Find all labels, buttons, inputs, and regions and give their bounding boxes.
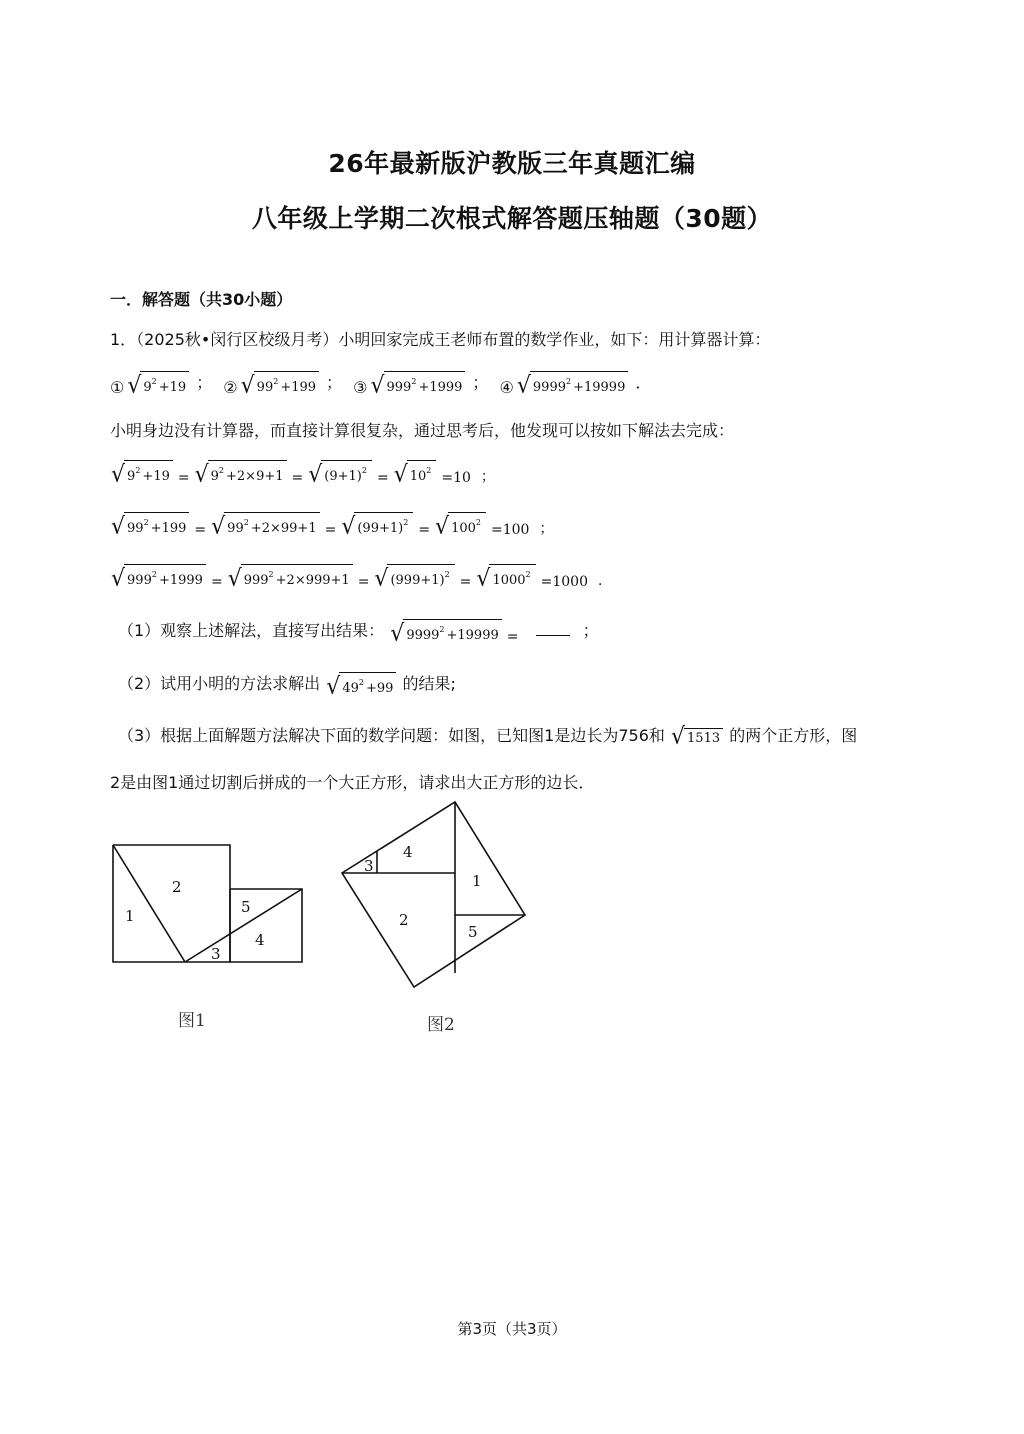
document-subtitle: 八年级上学期二次根式解答题压轴题（30题） [251,204,773,233]
derivation-row: √ $9^2 +19$ = √ $9^2 +2\times 9+1$ = √ $(9+1)^2$ = √ $10^2$ =10 ； [111,461,495,488]
sqrt-expression: √ $999^2 +1999$ [370,371,465,397]
sqrt-expression: √ $9999^2 +19999$ [390,619,501,645]
piece-label: 1 [125,907,135,925]
calc-item-4: ④ √ $9999^2 +19999$ [500,371,630,397]
calc-item-2: ② √ $99^2 +199$ [223,371,320,397]
sub-question-1: （1）观察上述解法，直接写出结果： √ $9999^2 +19999$ = ； [118,619,599,647]
derivation-row: √ $999^2 +1999$ = √ $999^2 +2\times 999+1$ = √ $(999+1)^2$ = √ 1000$^2$ =1000 ． [111,565,612,592]
sub-question-2: （2）试用小明的方法求解出 √ $49^2 +99$ 的结果; [118,672,456,700]
piece-label: 5 [468,923,478,941]
piece-label: 4 [255,931,265,949]
piece-label: 1 [472,872,482,890]
sqrt-expression: √ $49^2 +99$ [326,672,396,698]
question-intro: 1．（2025秋•闵行区校级月考）小明回家完成王老师布置的数学作业，如下：用计算器计算： [110,330,771,349]
calc-item-1: ① √ $9^2 +19$ [110,371,190,397]
sqrt-expression: √ $9^2 +19$ [127,371,189,397]
document-title: 26年最新版沪教版三年真题汇编 [328,149,696,178]
figure-1 [100,835,315,975]
piece-label: 4 [403,843,413,861]
section-heading: 一．解答题（共30小题） [110,290,293,309]
sqrt-expression: √ $99^2 +199$ [241,371,319,397]
page-footer: 第3页（共3页） [457,1320,567,1338]
sqrt-expression: √ $9999^2 +19999$ [517,371,628,397]
sub-question-3-cont: 2是由图1通过切割后拼成的一个大正方形，请求出大正方形的边长． [110,773,595,792]
piece-label: 2 [399,911,409,929]
sub-question-3: （3）根据上面解题方法解决下面的数学问题：如图，已知图1是边长为756和 √ 1513 的两个正方形，图 [118,722,858,750]
observation-text: 小明身边没有计算器，而直接计算很复杂，通过思考后，他发现可以按如下解法去完成： [110,421,735,440]
calc-items: ① √ $9^2 +19$ ； ② √ $99^2 +199$ ； ③ √ $999^2 +1999$ ； ④ √ $9999^2 +19999$ ． [110,371,652,399]
derivation-row: √ $99^2 +199$ = √ $99^2 +2\times 99+1$ = √ $(99+1)^2$ = √ $100^2$ =100 ； [111,513,554,540]
piece-label: 3 [364,857,374,875]
answer-blank[interactable] [536,621,570,636]
calc-item-3: ③ √ $999^2 +1999$ [353,371,466,397]
piece-label: 5 [241,898,251,916]
figure-2 [330,795,535,1000]
piece-label: 3 [211,945,221,963]
piece-label: 2 [172,878,182,896]
figure-1-caption: 图1 [178,1011,206,1031]
sqrt-expression: √ 1513 [671,726,723,748]
figure-2-caption: 图2 [427,1015,455,1035]
